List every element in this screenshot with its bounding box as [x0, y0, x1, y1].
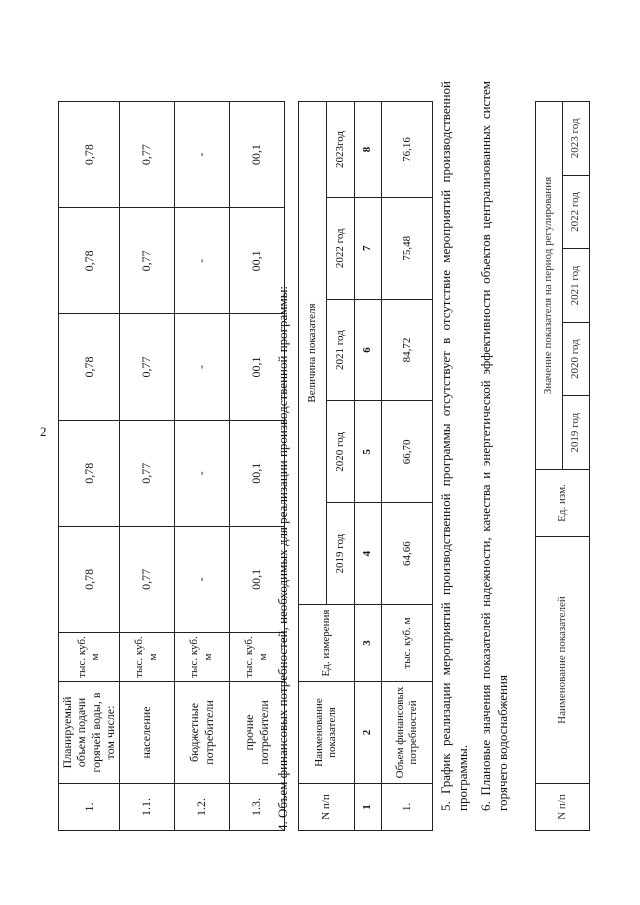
- value-cell: 00,1: [229, 420, 284, 526]
- value-cell: 84,72: [382, 299, 433, 401]
- header-values: Значение показателя на период регулирования: [536, 102, 563, 470]
- year-header: 2019 год: [563, 396, 590, 470]
- row-unit: тыс. куб. м: [59, 633, 120, 682]
- row-name: прочие потребители: [229, 682, 284, 784]
- header-num: N п/п: [536, 784, 590, 831]
- value-cell: 0,77: [119, 314, 174, 420]
- year-header: 2021 год: [563, 249, 590, 323]
- row-number: 1.: [382, 784, 433, 831]
- value-cell: 0,77: [119, 102, 174, 208]
- table-row: [59, 102, 120, 831]
- col-number: 5: [354, 401, 382, 503]
- table-row: [119, 102, 174, 831]
- header-values: Величина показателя: [299, 102, 327, 605]
- value-cell: 00,1: [229, 102, 284, 208]
- header-name: Наименование показателей: [536, 537, 590, 784]
- value-cell: 0,78: [59, 208, 120, 314]
- row-unit: тыс. куб. м: [382, 605, 433, 682]
- value-cell: 0,78: [59, 420, 120, 526]
- header-num: N п/п: [299, 784, 355, 831]
- row-unit: тыс. куб. м: [119, 633, 174, 682]
- year-header: 2022 год: [563, 175, 590, 249]
- value-cell: 75,48: [382, 197, 433, 299]
- value-cell: 00,1: [229, 314, 284, 420]
- financial-needs-table: [298, 101, 433, 831]
- row-name: Планируемый объем подачи горячей воды, в том числе:: [59, 682, 120, 784]
- rotated-content: [58, 51, 590, 831]
- col-number: 4: [354, 503, 382, 605]
- column-numbers-row: [354, 102, 382, 831]
- row-name: Объем финансовых потребностей: [382, 682, 433, 784]
- row-unit: тыс. куб. м: [229, 633, 284, 682]
- value-cell: -: [174, 314, 229, 420]
- value-cell: -: [174, 208, 229, 314]
- value-cell: 0,78: [59, 314, 120, 420]
- value-cell: 0,77: [119, 208, 174, 314]
- col-number: 2: [354, 682, 382, 784]
- header-name: Наименование показателя: [299, 682, 355, 784]
- value-cell: 0,78: [59, 526, 120, 632]
- year-header: 2019 год: [326, 503, 354, 605]
- row-number: 1.2.: [174, 784, 229, 831]
- year-header: 2020 год: [326, 401, 354, 503]
- col-number: 1: [354, 784, 382, 831]
- value-cell: 00,1: [229, 208, 284, 314]
- table-row: [174, 102, 229, 831]
- value-cell: -: [174, 526, 229, 632]
- value-cell: -: [174, 420, 229, 526]
- value-cell: -: [174, 102, 229, 208]
- table-header-row: [536, 102, 563, 831]
- section-6-text: 6. Плановые значения показателей надежности, качества и энергетической эффективности объектов централизованных систем горячего водоснабжения: [478, 81, 510, 811]
- section-5-text: 5. График реализации мероприятий производственной программы отсутствует в отсутствие мероприятий производственной программы.: [438, 81, 470, 811]
- col-number: 7: [354, 197, 382, 299]
- row-name: бюджетные потребители: [174, 682, 229, 784]
- year-header: 2023 год: [563, 102, 590, 176]
- row-number: 1.: [59, 784, 120, 831]
- indicators-table: [535, 101, 590, 831]
- col-number: 3: [354, 605, 382, 682]
- col-number: 6: [354, 299, 382, 401]
- year-header: 2021 год: [326, 299, 354, 401]
- value-cell: 64,66: [382, 503, 433, 605]
- row-name: население: [119, 682, 174, 784]
- row-unit: тыс. куб. м: [174, 633, 229, 682]
- value-cell: 76,16: [382, 102, 433, 198]
- value-cell: 0,78: [59, 102, 120, 208]
- table-row: [382, 102, 433, 831]
- row-number: 1.3.: [229, 784, 284, 831]
- value-cell: 66,70: [382, 401, 433, 503]
- page-number: 2: [40, 424, 47, 439]
- row-number: 1.1.: [119, 784, 174, 831]
- value-cell: 0,77: [119, 526, 174, 632]
- year-header: 2020 год: [563, 322, 590, 396]
- value-cell: 00,1: [229, 526, 284, 632]
- year-header: 2023год: [326, 102, 354, 198]
- value-cell: 0,77: [119, 420, 174, 526]
- water-supply-table: [58, 101, 285, 831]
- col-number: 8: [354, 102, 382, 198]
- table-header-row: [299, 102, 327, 831]
- year-header: 2022 год: [326, 197, 354, 299]
- header-unit: Ед. измерения: [299, 605, 355, 682]
- header-unit: Ед. изм.: [536, 470, 590, 537]
- section-4-heading: 4. Объем финансовых потребностей, необходимых для реализации производственной программы:: [275, 285, 290, 831]
